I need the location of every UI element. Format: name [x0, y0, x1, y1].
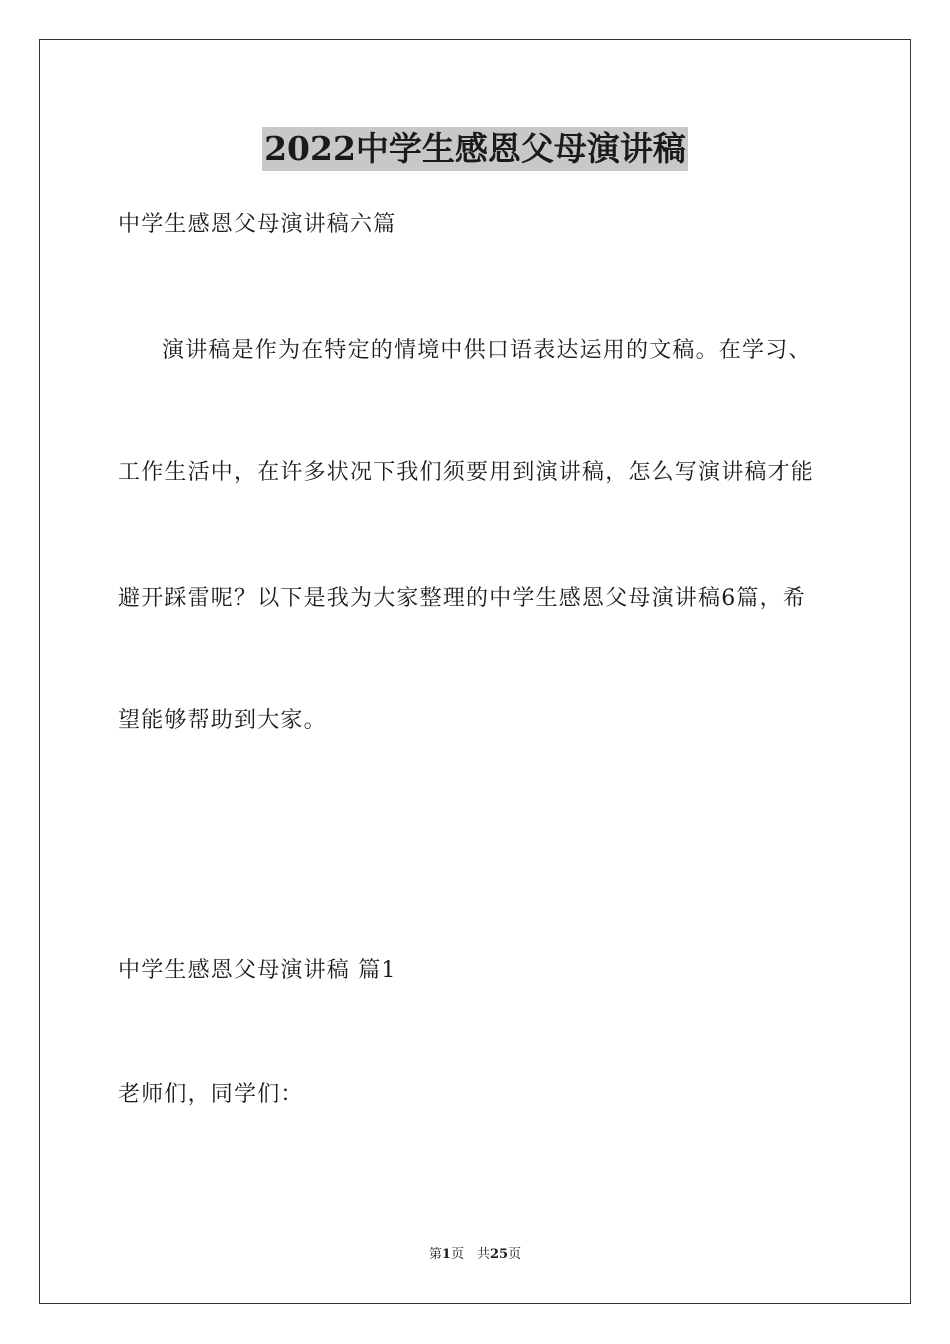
document-title: 2022中学生感恩父母演讲稿	[262, 127, 688, 171]
intro-line-1: 演讲稿是作为在特定的情境中供口语表达运用的文稿。在学习、	[162, 338, 812, 363]
footer-page-current: 1	[441, 1247, 451, 1262]
footer-page-mid: 页 共	[450, 1247, 490, 1262]
intro-line-3: 避开踩雷呢？以下是我为大家整理的中学生感恩父母演讲稿6篇，希	[118, 586, 806, 611]
title-container	[0, 127, 950, 171]
greeting: 老师们，同学们：	[118, 1082, 304, 1107]
footer-page-suffix: 页	[508, 1247, 522, 1262]
footer-page-total: 25	[489, 1247, 509, 1262]
intro-line-4: 望能够帮助到大家。	[118, 708, 327, 733]
document-subtitle: 中学生感恩父母演讲稿六篇	[118, 212, 397, 237]
footer-page-prefix: 第	[428, 1247, 442, 1262]
page-footer	[0, 1246, 950, 1264]
intro-line-2: 工作生活中，在许多状况下我们须要用到演讲稿，怎么写演讲稿才能	[118, 460, 815, 485]
section-heading: 中学生感恩父母演讲稿 篇1	[118, 958, 397, 983]
